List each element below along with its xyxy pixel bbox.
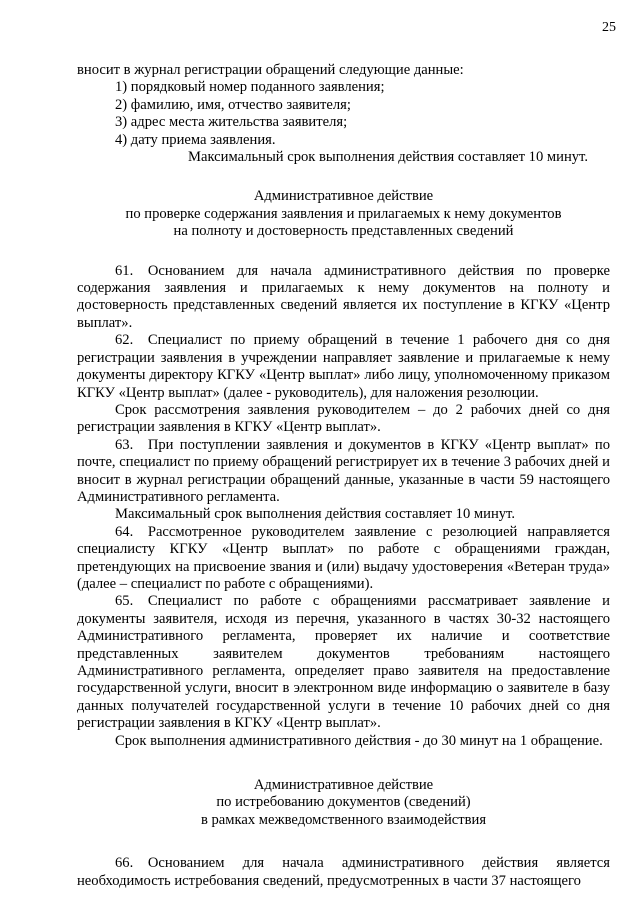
intro-lead: вносит в журнал регистрации обращений следующие данные: <box>77 62 464 78</box>
list-item: 1) порядковый номер поданного заявления; <box>115 79 385 96</box>
section-heading-line: в рамках межведомственного взаимодействия <box>200 811 487 828</box>
paragraph-63: 63. При поступлении заявления и документов в КГКУ «Центр выплат» по почте, специалист по приему обращений регистрирует их в течение 3 рабочих дней и вносит в журнал регистрации обращений данные, указанные в части 59 настоящего Административного регламента. <box>77 436 610 505</box>
document-body <box>77 62 610 890</box>
section-heading <box>77 777 610 829</box>
section-heading-line: на полноту и достоверность представленных сведений <box>173 223 514 240</box>
paragraph-action-term: Срок выполнения административного действия - до 30 минут на 1 обращение. <box>115 732 603 749</box>
paragraph-61: 61. Основанием для начала административного действия по проверке содержания заявления и прилагаемых к нему документов на полноту и достоверность представленных сведений является их поступление в КГКУ «Центр выплат». <box>77 262 610 331</box>
paragraph-64: 64. Рассмотренное руководителем заявление с резолюцией направляется специалисту КГКУ «Центр выплат» по работе с обращениями граждан, претендующих на присвоение звания и (или) выдачу удостоверения «Ветеран труда» (далее – специалист по работе с обращениями). <box>77 523 610 592</box>
section-heading-line: по истребованию документов (сведений) <box>216 794 471 811</box>
paragraph-66: 66. Основанием для начала административного действия является необходимость истребования сведений, предусмотренных в части 37 настоящего <box>77 855 610 889</box>
time-limit-note: Максимальный срок выполнения действия составляет 10 минут. <box>188 149 588 166</box>
list-item: 4) дату приема заявления. <box>115 131 276 148</box>
section-heading-line: Административное действие <box>253 777 434 794</box>
list-item: 3) адрес места жительства заявителя; <box>115 114 348 131</box>
section-heading-line: по проверке содержания заявления и прилагаемых к нему документов <box>125 205 562 222</box>
section-heading <box>77 188 610 240</box>
paragraph-65: 65. Специалист по работе с обращениями рассматривает заявление и документы заявителя, исходя из перечня, указанного в частях 30-32 настоящего Административного регламента, проверяет их наличие и соответствие представленных заявителем документов требованиям настоящего Административного регламента, определяет право заявителя на предоставление государственной услуги, вносит в электронном виде информацию о заявителе в базу данных получателей государственной услуги в течение 10 рабочих дней со дня регистрации заявления в КГКУ «Центр выплат». <box>77 593 610 732</box>
page-number: 25 <box>602 20 616 35</box>
list-item: 2) фамилию, имя, отчество заявителя; <box>115 96 351 113</box>
paragraph-max-term: Максимальный срок выполнения действия составляет 10 минут. <box>115 506 515 523</box>
section-heading-line: Административное действие <box>253 188 434 205</box>
paragraph-review-term: Срок рассмотрения заявления руководителем – до 2 рабочих дней со дня регистрации заявления в КГКУ «Центр выплат». <box>77 401 610 436</box>
paragraph-62: 62. Специалист по приему обращений в течение 1 рабочего дня со дня регистрации заявления в учреждении направляет заявление и прилагаемые к нему документы директору КГКУ «Центр выплат» либо лицу, уполномоченному приказом КГКУ «Центр выплат» (далее - руководитель), для наложения резолюции. <box>77 332 610 401</box>
